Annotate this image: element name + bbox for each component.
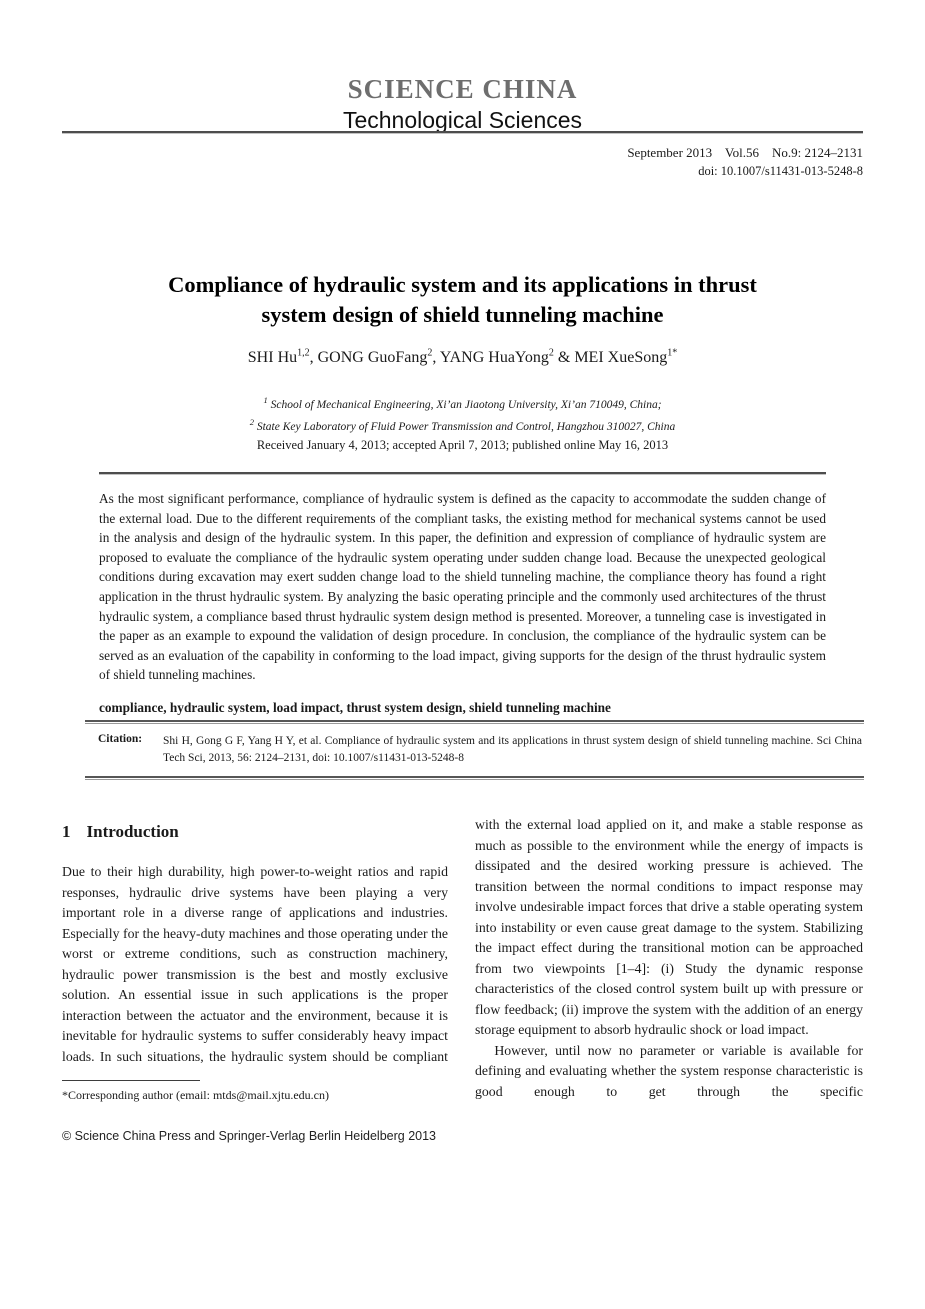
issue-info: September 2013 Vol.56 No.9: 2124–2131 [627, 145, 863, 160]
affiliations [0, 392, 925, 436]
author-separator: & [553, 349, 575, 367]
journal-subtitle: Technological Sciences [342, 107, 583, 133]
author-1-affiliation-marker: 1,2 [297, 348, 310, 359]
masthead [0, 74, 925, 134]
section-heading-introduction [62, 822, 448, 842]
footnote-rule [62, 1080, 200, 1081]
received-line: Received January 4, 2013; accepted April 7, 2013; published online May 16, 2013 [256, 438, 669, 452]
citation-text: Shi H, Gong G F, Yang H Y, et al. Compliance of hydraulic system and its applications in thrust system design of shield tunneling machine. Sci China Tech Sci, 2013, 56: 2124–2131, doi: 10.1007/s11431-013-5248-8 [163, 735, 862, 764]
left-column [62, 812, 448, 1143]
doi-line: doi: 10.1007/s11431-013-5248-8 [698, 164, 863, 178]
author-separator: , [309, 349, 318, 367]
body-columns [62, 812, 863, 1143]
section-title: Introduction [86, 822, 179, 841]
right-column [475, 812, 863, 1143]
masthead-rule [62, 131, 863, 134]
author-4-affiliation-marker: 1* [667, 348, 678, 359]
issue-block [627, 143, 863, 181]
article-title-line-2: system design of shield tunneling machine [261, 302, 664, 327]
citation-label: Citation: [98, 733, 143, 745]
author-2: GONG GuoFang$^2$, [317, 348, 440, 367]
section-number: 1 [62, 822, 71, 841]
author-2-affiliation-marker: 2 [427, 348, 433, 359]
abstract-block [99, 472, 826, 716]
author-3-affiliation-marker: 2 [548, 348, 554, 359]
author-1: SHI Hu$^{1,2}$, [247, 348, 318, 367]
author-list [0, 348, 925, 367]
author-4: MEI XueSong$^{1*}$ [574, 348, 678, 367]
corresponding-author-note: *Corresponding author (email: mtds@mail.xjtu.edu.cn) [62, 1088, 329, 1102]
affiliation-1: $^1$ School of Mechanical Engineering, Xi’an Jiaotong University, Xi’an 710049, China; [263, 395, 662, 411]
intro-paragraph-left: Due to their high durability, high power-to-weight ratios and rapid responses, hydraulic drive systems have been playing a very important role in a diverse range of applications and industries. Especially for the heavy-duty machines and those operating under the worst or extreme conditions, such as construction machinery, hydraulic power transmission is the best and mostly exclusive solution. An essential issue in such applications is the proper interaction between the actuator and the environment, because it is inevitable for hydraulic systems to suffer considerably heavy impact loads. In such situations, the hydraulic system should be compliant [62, 864, 448, 1064]
journal-name: SCIENCE CHINA [347, 74, 578, 104]
abstract-text: As the most significant performance, compliance of hydraulic system is defined as the capacity to accommodate the sudden change of the external load. Due to the different requirements of the compliant tasks, the existing method for mechanical systems cannot be used in the analysis and design of the hydraulic system. In this paper, the definition and expression of compliance of hydraulic system are proposed to evaluate the compliance of the hydraulic system operating under sudden change load. Because the unexpected geological conditions during excavation may exert sudden change load to the shield tunneling machine, the compliance theory has found a right application in the thrust hydraulic system. By analyzing the basic operating principle and the commonly used architectures of the thrust hydraulic system, a compliance based thrust hydraulic system design method is presented. Moreover, a tunneling case is investigated in the paper as an example to expound the validation of design procedure. In conclusion, the compliance of the hydraulic system can be served as an evaluation of the capability in conforming to the load impact, giving supports for the design of the thrust hydraulic system of shield tunneling machines. [99, 491, 826, 683]
keywords-line: compliance, hydraulic system, load impact, thrust system design, shield tunneling machine [99, 699, 611, 715]
intro-paragraph-right-2: However, until now no parameter or variable is available for defining and evaluating whether the system response characteristic is good enough to get through the specific [475, 1042, 863, 1099]
article-title-line-1: Compliance of hydraulic system and its applications in thrust [168, 272, 757, 297]
copyright-line: © Science China Press and Springer-Verlag Berlin Heidelberg 2013 [62, 1129, 437, 1143]
abstract-top-rule [99, 472, 826, 475]
author-separator: , [432, 349, 440, 367]
intro-paragraph-right-1: with the external load applied on it, and make a stable response as much as possible to the environment while the energy of impacts is dissipated and the desired working pressure is achieved. The transition between the normal conditions to impact response may involve undesirable impact forces that drive a stable operating system into instability or even cause great damage to the system. Stabilizing the impact effect during the transitional motion can be approached from two viewpoints [1–4]: (i) Study the dynamic response characteristics of the closed control system built up with pressure or flow feedback; (ii) improve the system with the addition of an energy storage equipment to absorb hydraulic shock or load impact. [475, 817, 863, 1037]
author-3: YANG HuaYong$^2$ & [439, 348, 575, 367]
citation-bottom-rule [85, 776, 864, 780]
citation-row [85, 724, 864, 776]
citation-block [85, 720, 864, 780]
affiliation-2: $^2$ State Key Laboratory of Fluid Power Transmission and Control, Hangzhou 310027, China [249, 416, 676, 433]
article-title [0, 270, 925, 330]
